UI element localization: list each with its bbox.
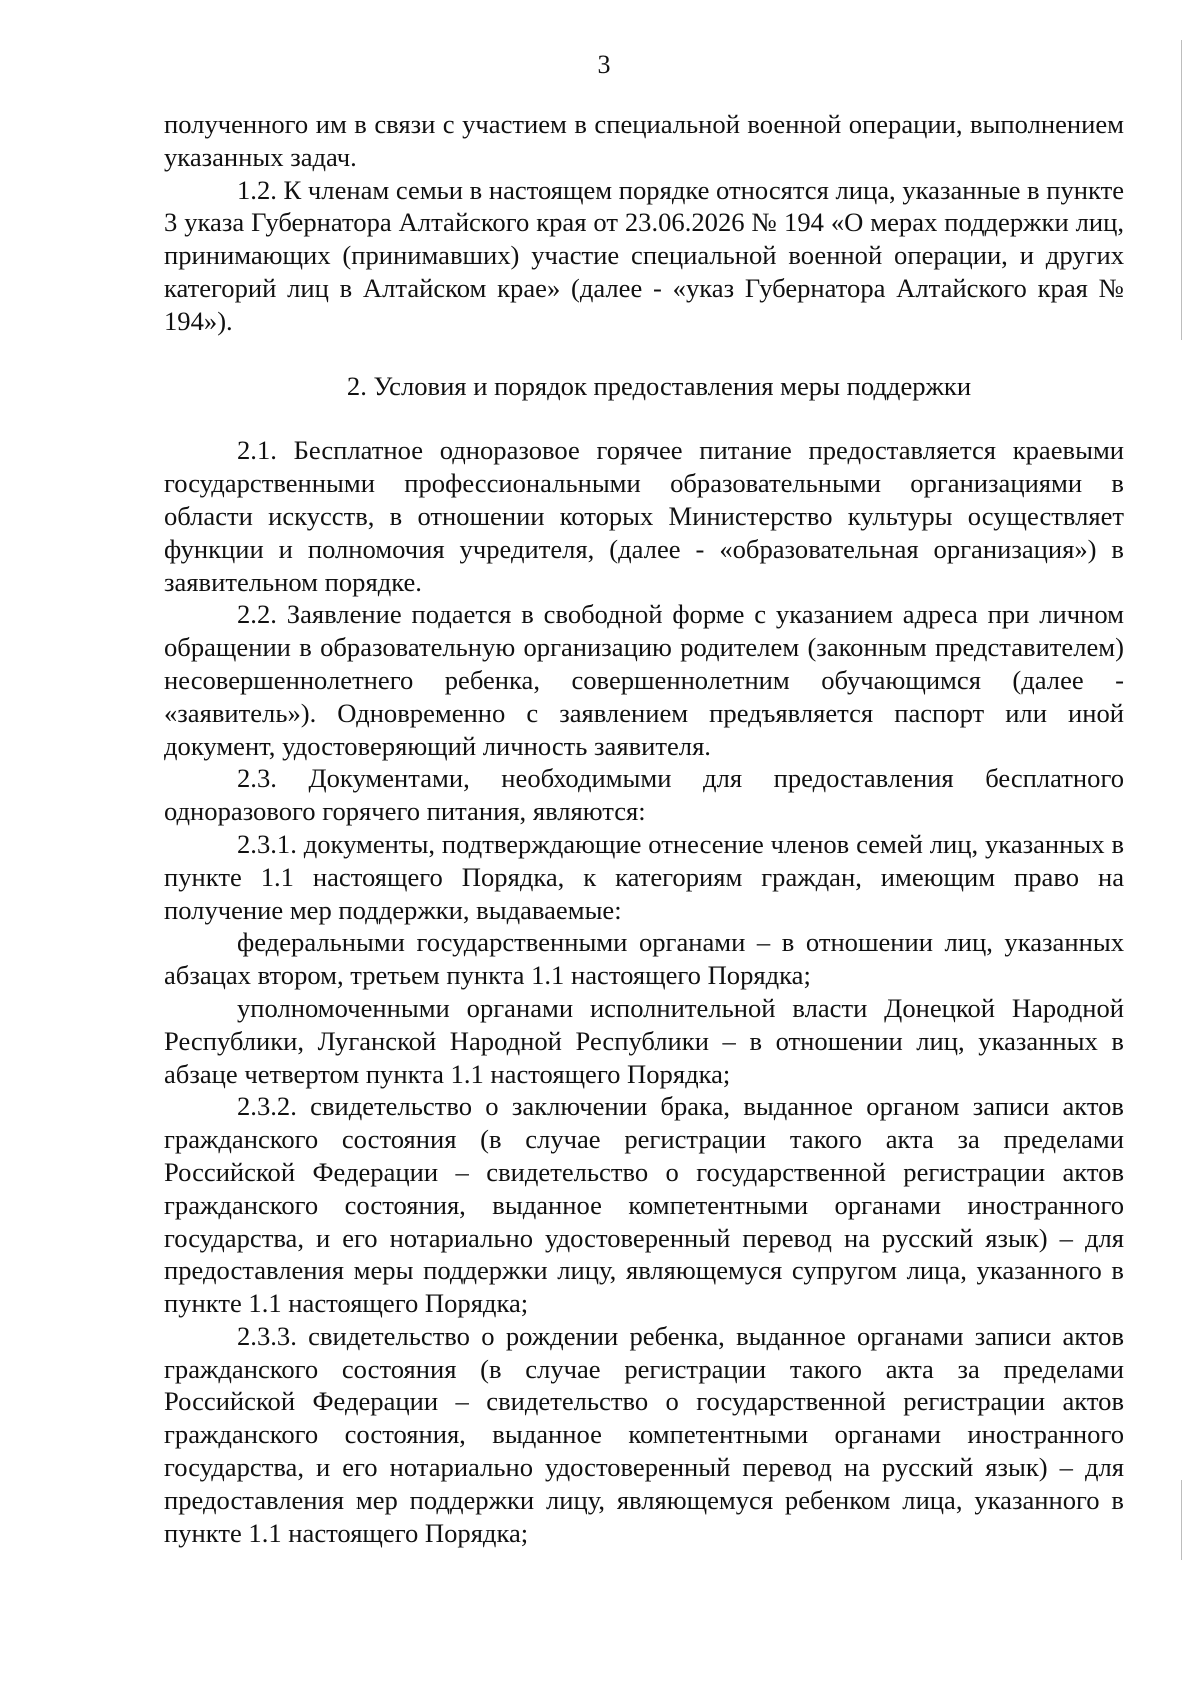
scan-edge-artifact bbox=[1181, 40, 1182, 340]
paragraph-federal-organs: федеральными государственными органами – в отношении лиц, указанных абзацах втором, третьем пункта 1.1 настоящего Порядка; bbox=[164, 927, 1124, 991]
scan-edge-artifact bbox=[1181, 1480, 1182, 1560]
paragraph-continuation: полученного им в связи с участием в специальной военной операции, выполнением указанных задач. bbox=[164, 109, 1124, 172]
paragraph-2-1: 2.1. Бесплатное одноразовое горячее питание предоставляется краевыми государственными профессиональными образовательными организациями в области искусств, в отношении которых Министерство культуры осуществляет функции и полномочия учредителя, (далее - «образовательная организация») в заявительном порядке. bbox=[164, 435, 1124, 597]
paragraph-2-3-3: 2.3.3. свидетельство о рождении ребенка, выданное органами записи актов гражданского состояния (в случае регистрации такого акта за пределами Российской Федерации – свидетельство о государственной регистрации актов гражданского состояния, выданное компетентными органами иностранного государства, и его нотариально удостоверенный перевод на русский язык) – для предоставления мер поддержки лицу, являющемуся ребенком лица, указанного в пункте 1.1 настоящего Порядка; bbox=[164, 1320, 1124, 1548]
paragraph-2-3-2: 2.3.2. свидетельство о заключении брака, выданное органом записи актов гражданского состояния (в случае регистрации такого акта за пределами Российской Федерации – свидетельство о государственной регистрации актов гражданского состояния, выданное компетентными органами иностранного государства, и его нотариально удостоверенный перевод на русский язык) – для предоставления меры поддержки лицу, являющемуся супругом лица, указанного в пункте 1.1 настоящего Порядка; bbox=[164, 1091, 1124, 1319]
document-body bbox=[164, 108, 1124, 1549]
paragraph-2-2: 2.2. Заявление подается в свободной форме с указанием адреса при личном обращении в образовательную организацию родителем (законным представителем) несовершеннолетнего ребенка, совершеннолетним обучающимся (далее - «заявитель»). Одновременно с заявлением предъявляется паспорт или иной документ, удостоверяющий личность заявителя. bbox=[164, 599, 1124, 761]
paragraph-1-2: 1.2. К членам семьи в настоящем порядке относятся лица, указанные в пункте 3 указа Губернатора Алтайского края от 23.06.2026 № 194 «О мерах поддержки лиц, принимающих (принимавших) участие специальной военной операции, и других категорий лиц в Алтайском крае» (далее - «указ Губернатора Алтайского края № 194»). bbox=[164, 174, 1124, 336]
paragraph-authorized-organs: уполномоченными органами исполнительной власти Донецкой Народной Республики, Луганской Народной Республики – в отношении лиц, указанных в абзаце четвертом пункта 1.1 настоящего Порядка; bbox=[164, 992, 1124, 1089]
page-number: 3 bbox=[597, 50, 611, 79]
section-heading-2: 2. Условия и порядок предоставления меры поддержки bbox=[346, 370, 972, 401]
paragraph-2-3-1: 2.3.1. документы, подтверждающие отнесение членов семей лиц, указанных в пункте 1.1 настоящего Порядка, к категориям граждан, имеющим право на получение мер поддержки, выдаваемые: bbox=[164, 828, 1124, 925]
paragraph-2-3: 2.3. Документами, необходимыми для предоставления бесплатного одноразового горячего питания, являются: bbox=[164, 763, 1124, 827]
